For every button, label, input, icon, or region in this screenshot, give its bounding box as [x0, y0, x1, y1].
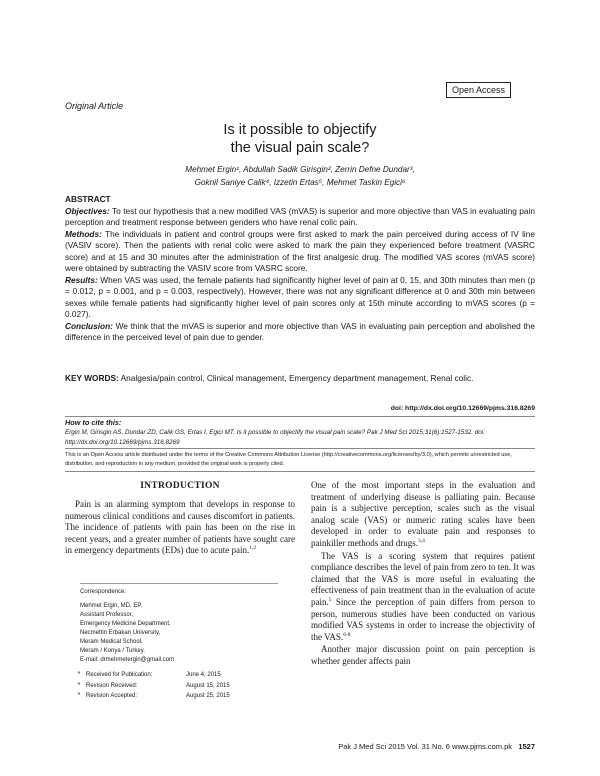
- footer-journal: Pak J Med Sci 2015 Vol. 31 No. 6 www.pjms.com.pk: [338, 742, 513, 751]
- divider: [65, 416, 535, 417]
- title-line-2: the visual pain scale?: [230, 140, 370, 156]
- paragraph-text: One of the most important steps in the evaluation and treatment of underlying disease is palliating pain. Because pain is a subjective perception, scales such as the visual analog scale (VAS) or numeric rating scales have been developed in order to evaluate pain and responses to painkiller methods and drugs.: [311, 480, 535, 548]
- article-title: [120, 121, 480, 157]
- date-row: [72, 691, 282, 702]
- objectives-label: Objectives:: [65, 205, 110, 216]
- correspondence-line: Assistant Professor,: [80, 612, 134, 618]
- keywords-label: KEY WORDS:: [65, 373, 119, 383]
- date-row: [72, 670, 282, 681]
- citation-text: Ergin M, Girisgin AS, Dundar ZD, Calik GS, Ertas I, Egici MT. Is it possible to objectify the visual pain scale? Pak J Med Sci 2015;31(6):1527-1532. doi: http://dx.doi.org/10.12669/pjms.316.8269: [65, 429, 485, 446]
- results-text: When VAS was used, the female patients had significantly higher level of pain at 0, 15, and 30th minutes than men (p = 0.012, p = 0.001, and p = 0.003, respectively). However, there was not any significant difference at 0 and 30th min between sexes while female patients had significantly higher level of pain scores only at 15th minute according to mVAS scores (p = 0.027).: [65, 274, 535, 319]
- asterisk-icon: *: [77, 681, 81, 689]
- correspondence-heading: Correspondence:: [80, 589, 127, 595]
- keywords: [65, 373, 535, 385]
- introduction-heading: INTRODUCTION: [140, 481, 220, 491]
- open-access-badge: Open Access: [446, 82, 511, 98]
- abstract-heading: ABSTRACT: [65, 194, 111, 204]
- page-number: 1527: [518, 742, 535, 751]
- correspondence-line: Emergency Medicine Department,: [80, 621, 171, 627]
- correspondence-email: E-mail: drmehmetergin@gmail.com: [80, 657, 175, 663]
- date-label: Received for Publication:: [86, 672, 153, 678]
- conclusion-text: We think that the mVAS is superior and more objective than VAS in evaluating pain perception and abolished the difference in the perceived level of pain due to gender.: [65, 320, 535, 342]
- author-list: [120, 163, 480, 189]
- date-label: Revision Accepted:: [86, 693, 138, 699]
- methods-text: The individuals in patient and control groups were first asked to mark the pain perceived during access of IV line (VASIV score). Then the patients with renal colic were asked to mark the pain they experienced before treatment (VASRC score) and at 15 and 30 minutes after the administration of the first analgesic drug. The modified VAS scores (mVAS score) were obtained by subtracting the VASIV score from VASRC score.: [65, 228, 535, 273]
- methods-label: Methods:: [65, 228, 102, 239]
- correspondence-box: [80, 583, 278, 665]
- abstract-conclusion: [65, 321, 535, 344]
- body-paragraph: [311, 551, 535, 644]
- correspondence-line: Meram Medical School,: [80, 639, 143, 645]
- keywords-text: Analgesia/pain control, Clinical management, Emergency department management, Renal colic.: [118, 373, 474, 383]
- results-label: Results:: [65, 274, 98, 285]
- doi-link[interactable]: doi: http://dx.doi.org/10.12669/pjms.316.8269: [390, 405, 535, 412]
- correspondence-line: Mehmet Ergin, MD, EP.: [80, 603, 143, 609]
- publication-dates: [72, 670, 282, 702]
- column-right: [311, 480, 535, 669]
- date-row: [72, 681, 282, 692]
- correspondence-line: Necmettin Erbakan University,: [80, 630, 161, 636]
- date-value: June 4, 2015: [186, 672, 221, 678]
- asterisk-icon: *: [77, 692, 81, 699]
- abstract-section: [65, 194, 535, 344]
- objectives-text: To test our hypothesis that a new modified VAS (mVAS) is superior and more objective than VAS in evaluating pain perception and treatment response between genders who have renal colic pain.: [65, 205, 535, 227]
- article-type-label: Original Article: [65, 101, 124, 111]
- intro-p1-text: Pain is an alarming symptom that develops in response to numerous clinical conditions and causes discomfort in patients. The incidence of patients with pain has been on the rise in recent years, and a greater number of patients have sought care in emergency departments (EDs) due to acute pain.: [65, 499, 295, 556]
- asterisk-icon: *: [77, 671, 81, 678]
- paragraph-text: Since the perception of pain differs from person to person, numerous studies have been conducted on various modified VAS systems in order to increase the objectivity of the VAS.: [311, 596, 535, 642]
- paragraph-text: Another major discussion point on pain perception is whether gender affects pain: [311, 644, 535, 666]
- intro-paragraph-1: [65, 499, 295, 557]
- reference-marker: 5: [328, 596, 332, 603]
- body-paragraph: [311, 480, 535, 550]
- reference-marker: 6-8: [343, 631, 351, 638]
- body-paragraph: [311, 644, 535, 667]
- abstract-results: [65, 275, 535, 321]
- authors-line-2: Goknil Saniye Calik⁴, Izzetin Ertas⁵, Mehmet Taskin Egici⁶: [194, 178, 406, 187]
- date-label: Revision Received:: [86, 682, 138, 689]
- abstract-methods: [65, 229, 535, 275]
- correspondence-line: Meram / Konya / Turkey.: [80, 648, 145, 654]
- cite-heading: How to cite this:: [65, 418, 122, 427]
- reference-marker: 1,2: [249, 545, 257, 552]
- reference-marker: 3,4: [417, 537, 425, 544]
- page-footer: [300, 742, 535, 751]
- date-value: August 15, 2015: [186, 682, 230, 689]
- conclusion-label: Conclusion:: [65, 320, 113, 331]
- divider: [65, 471, 535, 472]
- title-line-1: Is it possible to objectify: [223, 122, 377, 138]
- abstract-objectives: [65, 206, 535, 229]
- license-notice: This is an Open Access article distributed under the terms of the Creative Commons Attribution License (http://creativecommons.org/licenses/by/3.0), which permits unrestricted use, distribution, and reproduction in any medium, provided the original work is properly cited.: [65, 452, 512, 467]
- paragraph-text: The VAS is a scoring system that requires patient compliance describes the level of pain from zero to ten. It was claimed that the VAS is more useful in evaluating the effectiveness of pain treatment than in the evaluation of acute pain.: [311, 550, 535, 607]
- divider: [65, 448, 535, 449]
- authors-line-1: Mehmet Ergin¹, Abdullah Sadik Girisgin², Zerrin Defne Dundar³,: [185, 165, 415, 174]
- column-left: [65, 499, 295, 558]
- date-value: August 25, 2015: [186, 693, 230, 699]
